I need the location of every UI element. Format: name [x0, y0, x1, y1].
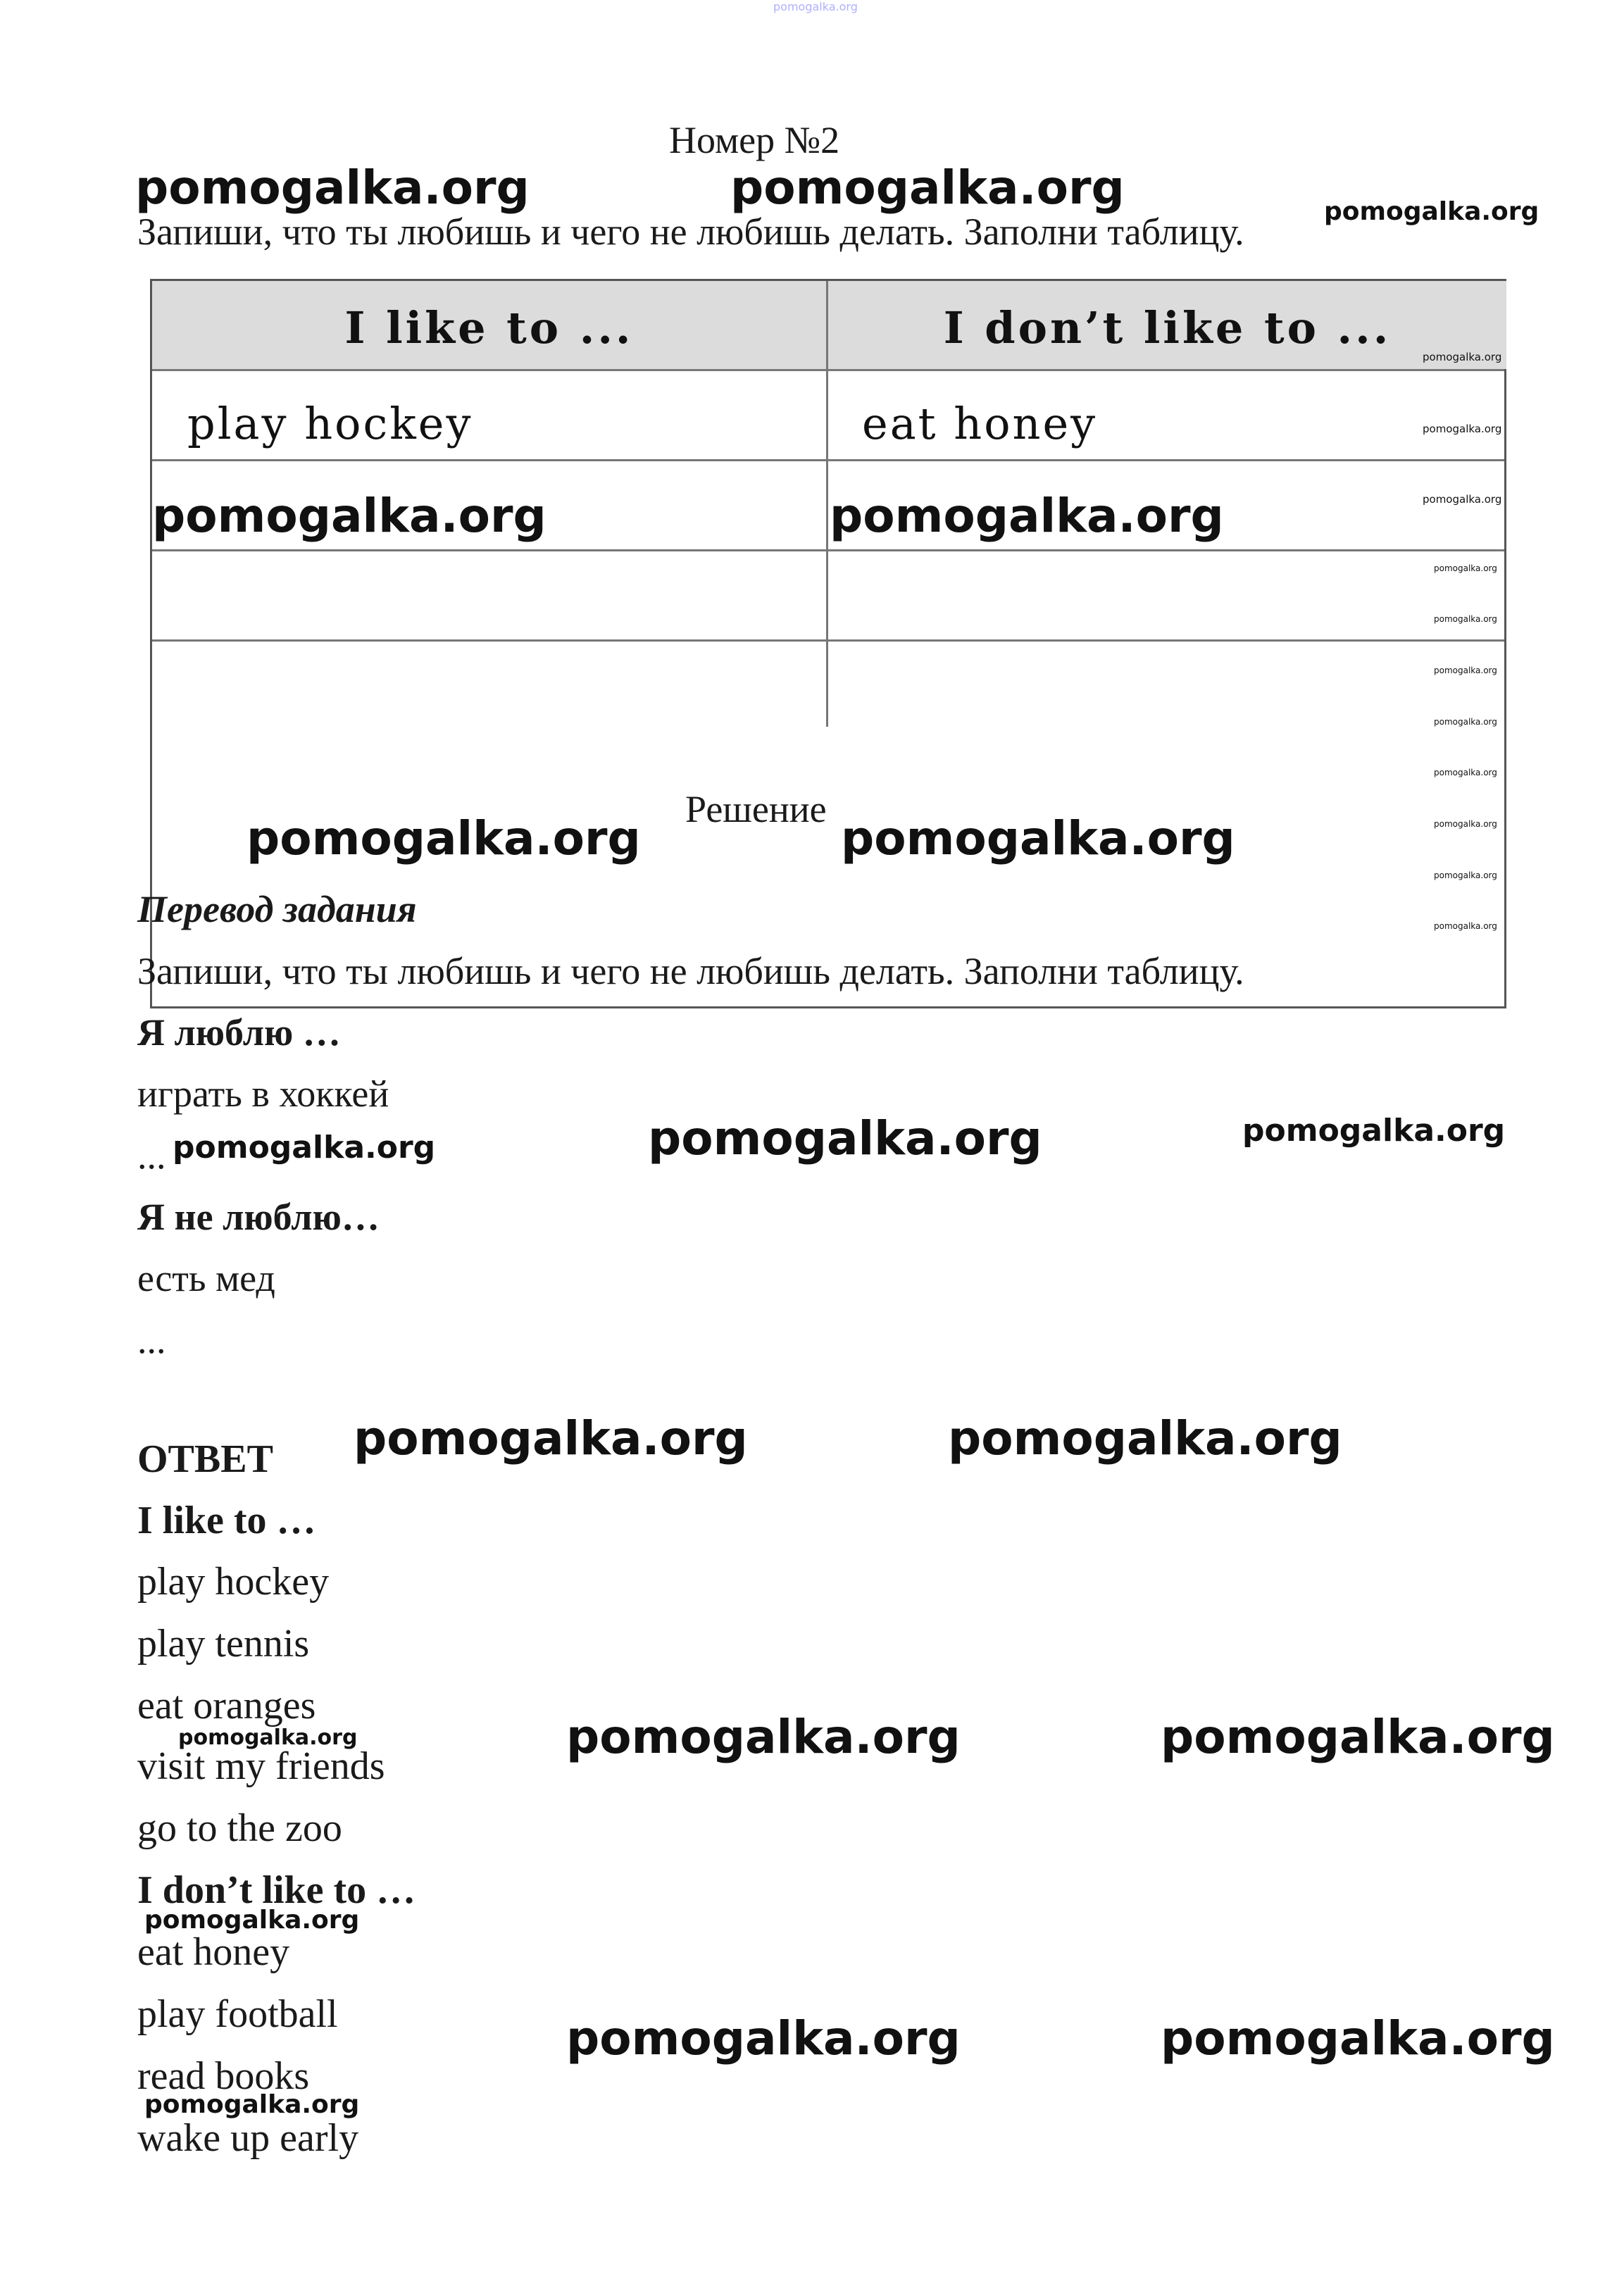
dislike-heading-ru: Я не люблю…: [137, 1196, 380, 1238]
watermark: pomogalka.org: [1161, 2011, 1555, 2066]
like-item: go to the zoo: [137, 1806, 342, 1850]
watermark: pomogalka.org: [948, 1411, 1342, 1466]
like-item: visit my friends: [137, 1744, 385, 1788]
table-cell: [828, 371, 1506, 459]
watermark-small: pomogalka.org: [1434, 666, 1497, 675]
like-item: eat oranges: [137, 1684, 316, 1727]
watermark: pomogalka.org: [1324, 197, 1539, 226]
table-cell: [152, 642, 828, 727]
table-cell: [152, 551, 828, 639]
watermark: pomogalka.org: [566, 1710, 961, 1764]
watermark: pomogalka.org: [152, 489, 546, 543]
watermark-small: pomogalka.org: [1434, 614, 1497, 624]
watermark: pomogalka.org: [135, 161, 530, 215]
watermark: pomogalka.org: [173, 1130, 436, 1166]
watermark: pomogalka.org: [841, 811, 1235, 866]
watermark-small: pomogalka.org: [1434, 563, 1497, 573]
watermark-small: pomogalka.org: [1434, 819, 1497, 829]
dislike-ellipsis: ...: [137, 1319, 166, 1361]
cell-dislike: eat honey: [862, 398, 1098, 449]
watermark: pomogalka.org: [354, 1411, 748, 1466]
watermark: pomogalka.org: [144, 1906, 360, 1935]
table-row: [152, 639, 1504, 727]
dislike-item: eat honey: [137, 1930, 290, 1974]
watermark-small: pomogalka.org: [1423, 351, 1502, 363]
like-ellipsis: ...: [137, 1135, 166, 1177]
dislike-heading-en: I don’t like to …: [137, 1868, 416, 1912]
like-item: play tennis: [137, 1622, 310, 1666]
table-cell: [828, 551, 1506, 639]
answer-title: ОТВЕТ: [137, 1437, 273, 1481]
table-cell: [152, 371, 828, 459]
watermark: pomogalka.org: [648, 1111, 1042, 1166]
like-example-ru: играть в хоккей: [137, 1073, 389, 1115]
watermark-small: pomogalka.org: [1423, 493, 1502, 506]
table-header-cell: [152, 281, 828, 369]
table-row: [152, 549, 1504, 639]
like-heading-ru: Я люблю …: [137, 1011, 341, 1054]
watermark: pomogalka.org: [1242, 1113, 1506, 1149]
task-instruction: Запиши, что ты любишь и чего не любишь делать. Заполни таблицу.: [137, 211, 1244, 253]
like-item: play hockey: [137, 1560, 330, 1604]
watermark-small: pomogalka.org: [1434, 870, 1497, 880]
watermark: pomogalka.org: [178, 1725, 358, 1750]
cell-like: play hockey: [187, 398, 473, 449]
table-header-row: [152, 281, 1504, 369]
table-header-cell: [828, 281, 1506, 369]
translation-text: Запиши, что ты любишь и чего не любишь делать. Заполни таблицу.: [137, 950, 1244, 992]
watermark-small: pomogalka.org: [1434, 717, 1497, 727]
table-cell: [828, 642, 1506, 727]
solution-title: Решение: [685, 788, 827, 830]
page-title: Номер №2: [669, 119, 840, 161]
watermark-small: pomogalka.org: [1434, 921, 1497, 931]
watermark: pomogalka.org: [830, 489, 1224, 543]
watermark: pomogalka.org: [246, 811, 641, 866]
header-like: I like to ...: [344, 302, 634, 354]
table-row: [152, 369, 1504, 459]
like-heading-en: I like to …: [137, 1499, 316, 1542]
dislike-item: read books: [137, 2054, 310, 2098]
header-dislike: I don’t like to ...: [943, 302, 1392, 354]
watermark: pomogalka.org: [566, 2011, 961, 2066]
watermark: pomogalka.org: [144, 2090, 360, 2119]
dislike-example-ru: есть мед: [137, 1257, 275, 1299]
watermark-small: pomogalka.org: [1423, 423, 1502, 435]
watermark: pomogalka.org: [730, 161, 1125, 215]
watermark-small: pomogalka.org: [1434, 768, 1497, 777]
watermark: pomogalka.org: [1161, 1710, 1555, 1764]
dislike-item: wake up early: [137, 2116, 359, 2160]
watermark-top: pomogalka.org: [773, 0, 858, 13]
translation-title: Перевод задания: [137, 888, 417, 930]
dislike-item: play football: [137, 1992, 338, 2036]
